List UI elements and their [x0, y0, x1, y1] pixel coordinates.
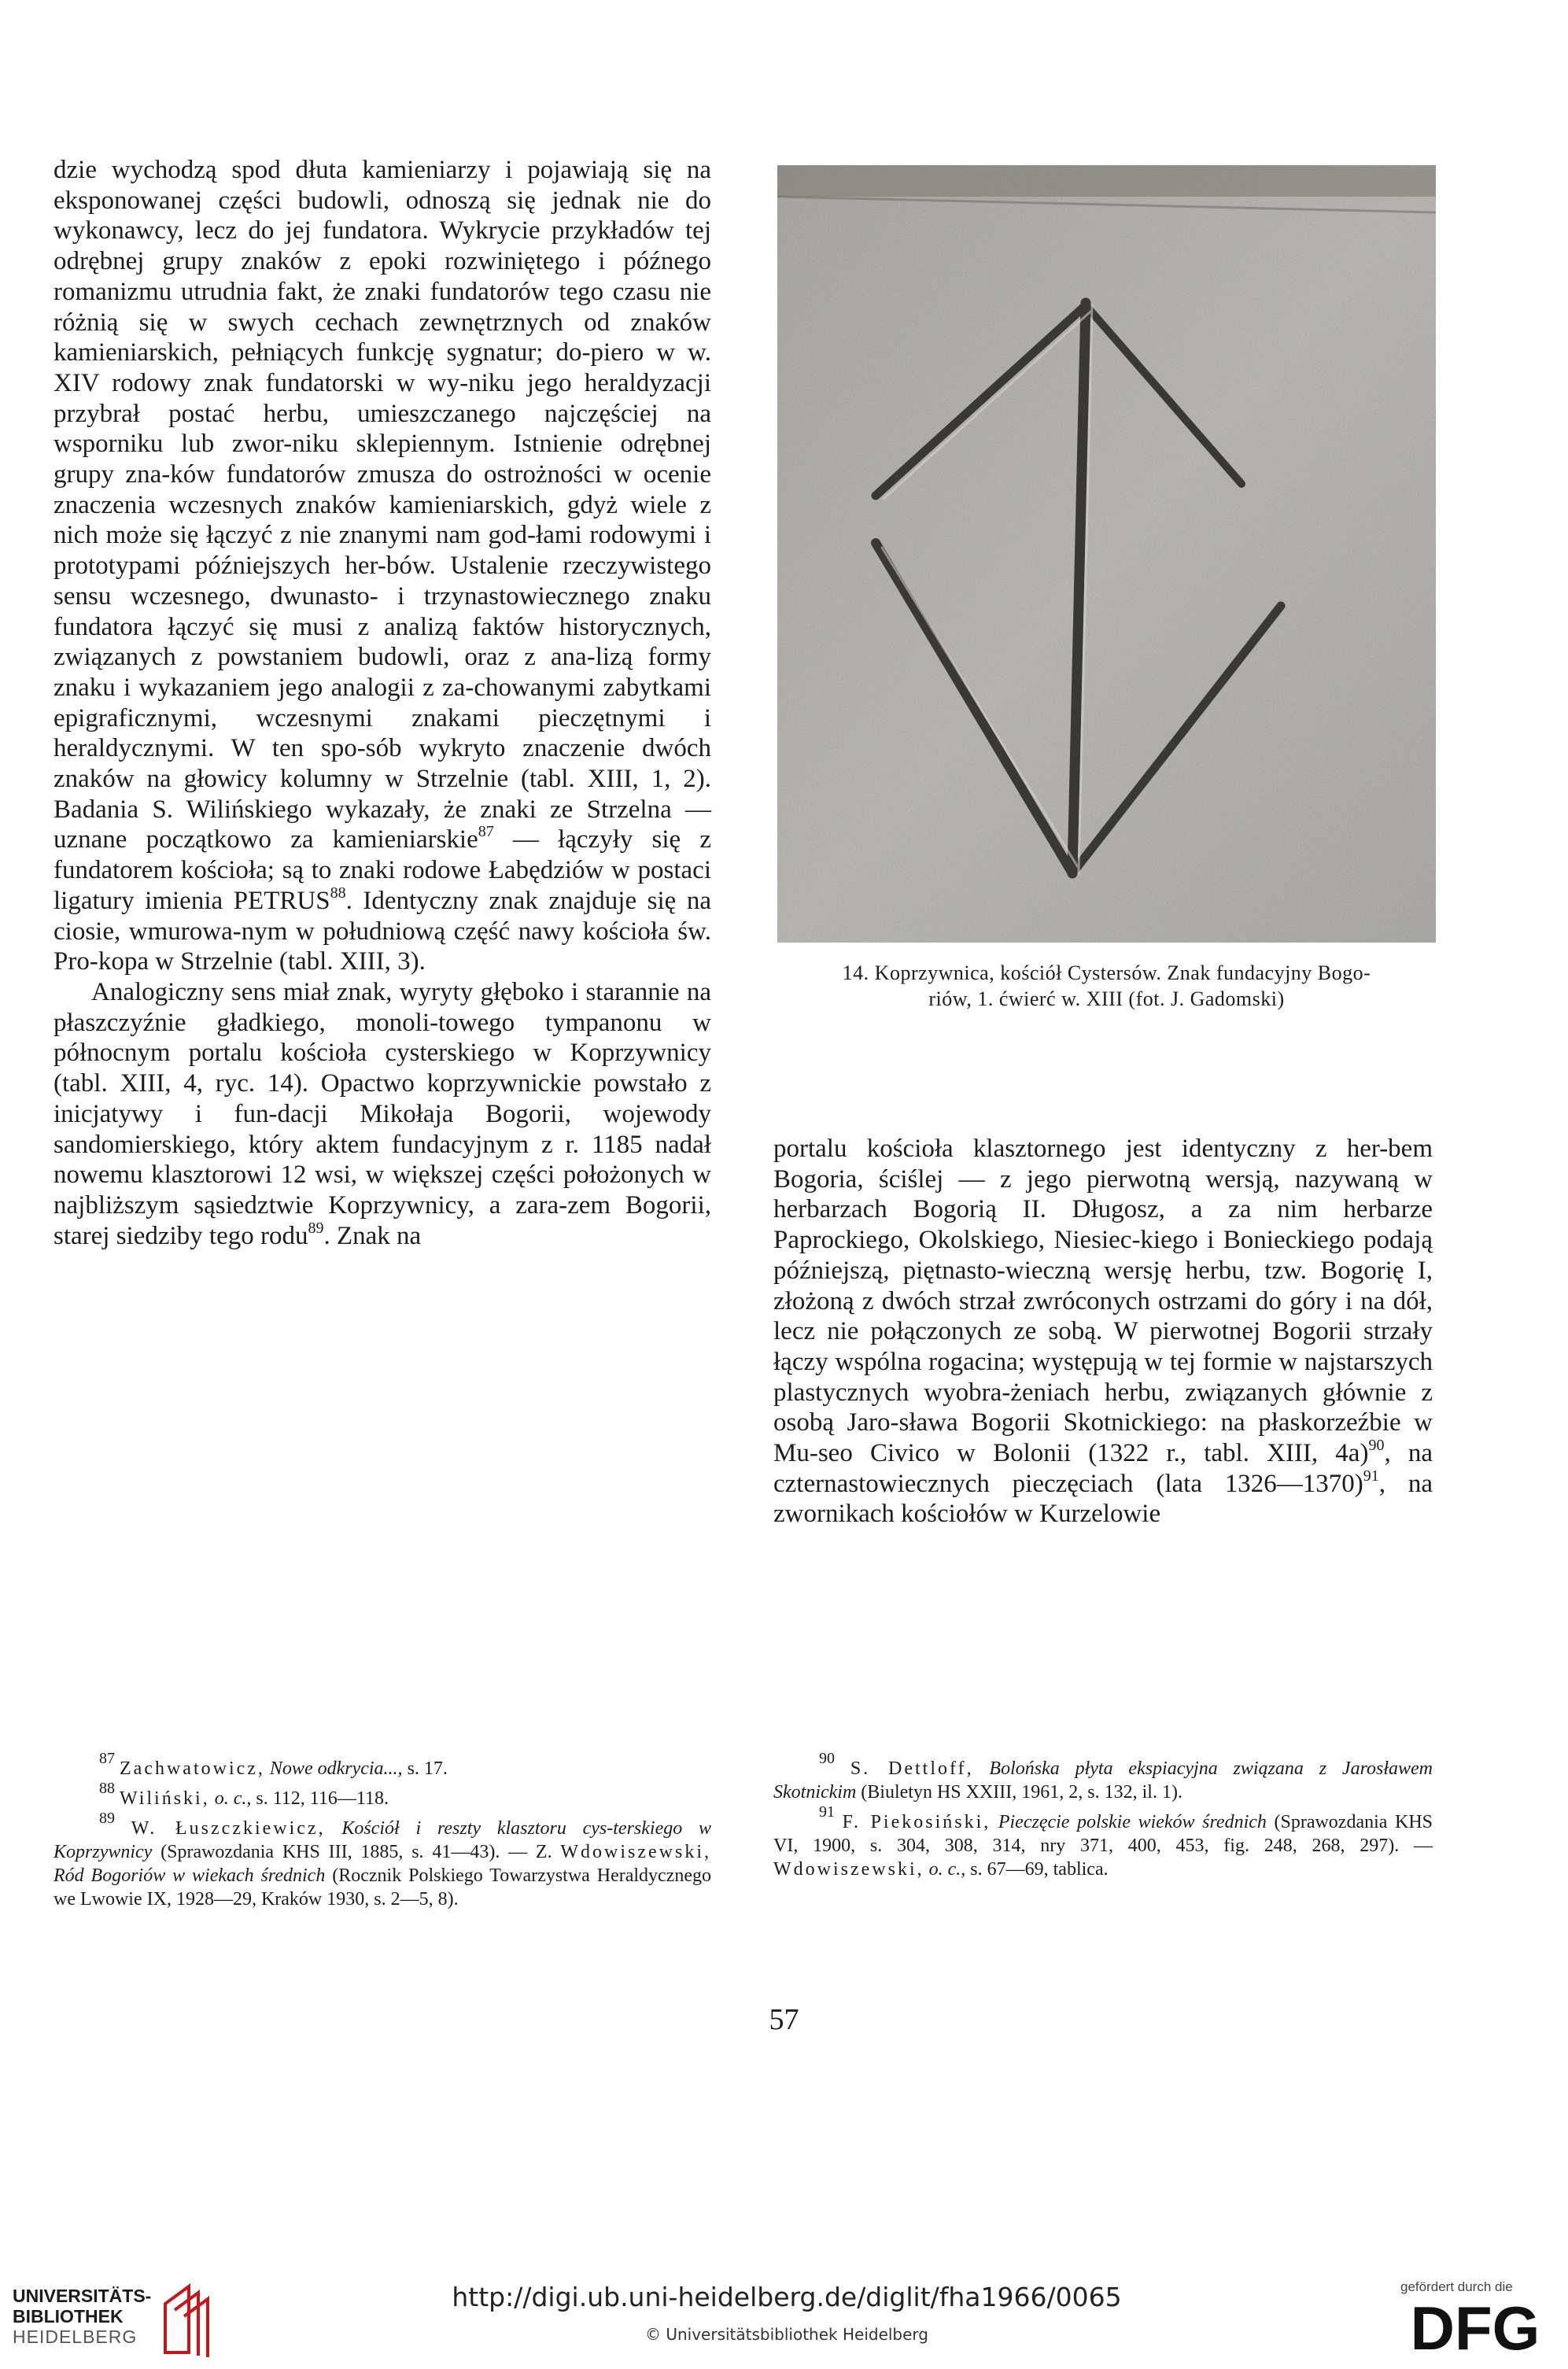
- footnote: $^{91}$ F. Piekosiński, Pieczęcie polskie wieków średnich (Sprawozdania KHS VI, 1900, s. 304, 308, 314, nry 371, 400, 453, fig. 248, 268, 297). — Wdowiszewski, o. c., s. 67—69, tablica.: [773, 1803, 1433, 1880]
- right-column: [773, 1134, 1433, 1530]
- figure-caption: [777, 960, 1436, 1012]
- digital-copy-link[interactable]: http://digi.ub.uni-heidelberg.de/diglit/fha1966/0065: [452, 2282, 1122, 2312]
- paragraph: dzie wychodzą spod dłuta kamieniarzy i pojawiają się na eksponowanej części budowli, odnoszą się jednak nie do wykonawcy, lecz do jej fundatora. Wykrycie przykładów tej odrębnej grupy znaków z epoki rozwiniętego i późnego romanizmu utrudnia fakt, że znaki fundatorów tego czasu nie różnią się w swych cechach zewnętrznych od znaków kamieniarskich, pełniących funkcję sygnatur; do-piero w w. XIV rodowy znak fundatorski w wy-niku jego heraldyzacji przybrał postać herbu, umieszczanego najczęściej na wsporniku lub zwor-niku sklepiennym. Istnienie odrębnej grupy zna-ków fundatorów zmusza do ostrożności w ocenie znaczenia wczesnych znaków kamieniarskich, gdyż wiele z nich może się łączyć z nie znanymi nam god-łami rodowymi i prototypami późniejszych her-bów. Ustalenie rzeczywistego sensu wczesnego, dwunasto- i trzynastowiecznego znaku fundatora łączyć się musi z analizą faktów historycznych, związanych z powstaniem budowli, oraz z ana-lizą formy znaku i wykazaniem jego analogii z za-chowanymi zabytkami epigraficznymi, wczesnymi znakami pieczętnymi i heraldycznymi. W ten spo-sób wykryto znaczenie dwóch znaków na głowicy kolumny w Strzelnie (tabl. XIII, 1, 2). Badania S. Wilińskiego wykazały, że znaki ze Strzelna — uznane początkowo za kamieniarskie$^{87}$ — łączyły się z fundatorem kościoła; są to znaki rodowe Łabędziów w postaci ligatury imienia PETRUS$^{88}$. Identyczny znak znajduje się na ciosie, wmurowa-nym w południową część nawy kościoła św. Pro-kopa w Strzelnie (tabl. XIII, 3).: [53, 156, 711, 976]
- dfg-caption: gefördert durch die: [1400, 2279, 1513, 2294]
- footnotes-right: [773, 1750, 1433, 1887]
- footnote: $^{90}$ S. Dettloff, Bolońska płyta ekspiacyjna związana z Jarosławem Skotnickim (Biuletyn HS XXIII, 1961, 2, s. 132, il. 1).: [773, 1750, 1433, 1803]
- dfg-logo-text: DFG: [1410, 2296, 1540, 2357]
- footnote: $^{89}$ W. Łuszczkiewicz, Kościół i reszty klasztoru cys-terskiego w Koprzywnicy (Sprawozdania KHS III, 1885, s. 41—43). — Z. Wdowiszewski, Ród Bogoriów w wiekach średnich (Rocznik Polskiego Towarzystwa Heraldycznego we Lwowie IX, 1928—29, Kraków 1930, s. 2—5, 8).: [53, 1810, 712, 1910]
- caption-line: 14. Koprzywnica, kościół Cystersów. Znak fundacyjny Bogo-: [842, 961, 1371, 984]
- ub-heidelberg-logo: [157, 2280, 219, 2359]
- library-line: BIBLIOTHEK: [13, 2306, 124, 2327]
- footnote-ref: 88: [330, 884, 346, 902]
- paragraph: portalu kościoła klasztornego jest identyczny z her-bem Bogoria, ściślej — z jego pierwotną wersją, nazywaną w herbarzach Bogorią II. Długosz, a za nim herbarze Paprockiego, Okolskiego, Niesiec-kiego i Bonieckiego podają późniejszą, piętnasto-wieczną wersję herbu, tzw. Bogorię I, złożoną z dwóch strzał zwróconych ostrzami do góry i na dół, lecz nie połączonych ze sobą. W pierwotnej Bogorii strzały łączy wspólna rogacina; występują w tej formie w najstarszych plastycznych wyobra-żeniach herbu, związanych głównie z osobą Jaro-sława Bogorii Skotnickiego: na płaskorzeźbie w Mu-seo Civico w Bolonii (1322 r., tabl. XIII, 4a)$^{90}$, na czternastowiecznych pieczęciach (lata 1326—1370)$^{91}$, na zwornikach kościołów w Kurzelowie: [773, 1135, 1433, 1529]
- footnote: $^{88}$ Wiliński, o. c., s. 112, 116—118.: [99, 1780, 389, 1809]
- dfg-logo: [1396, 2296, 1554, 2357]
- left-column: [53, 155, 711, 1251]
- footnote-ref: 89: [308, 1219, 324, 1237]
- library-name: [13, 2286, 151, 2347]
- paragraph: Analogiczny sens miał znak, wyryty głęboko i starannie na płaszczyźnie gładkiego, monoli-towego tympanonu w północnym portalu kościoła cysterskiego w Koprzywnicy (tabl. XIII, 4, ryc. 14). Opactwo koprzywnickie powstało z inicjatywy i fun-dacji Mikołaja Bogorii, wojewody sandomierskiego, który aktem fundacyjnym z r. 1185 nadał nowemu klasztorowi 12 wsi, w większej części położonych w najbliższym sąsiedztwie Koprzywnicy, a zara-zem Bogorii, starej siedziby tego rodu$^{89}$. Znak na: [53, 977, 711, 1250]
- footnote-ref: 87: [478, 823, 494, 841]
- copyright: © Universitätsbibliothek Heidelberg: [644, 2325, 928, 2344]
- footnote: $^{87}$ Zachwatowicz, Nowe odkrycia..., s. 17.: [99, 1750, 448, 1779]
- library-line: UNIVERSITÄTS-: [13, 2286, 152, 2306]
- footnotes-left: [53, 1750, 712, 1917]
- footnote-ref: 90: [1368, 1437, 1385, 1455]
- caption-line: riów, 1. ćwierć w. XIII (fot. J. Gadomski): [928, 987, 1285, 1010]
- page-number: 57: [769, 2003, 799, 2036]
- footnote-ref: 91: [1363, 1467, 1379, 1485]
- library-line: HEIDELBERG: [13, 2327, 138, 2347]
- stone-tympanum-photo: [777, 165, 1436, 943]
